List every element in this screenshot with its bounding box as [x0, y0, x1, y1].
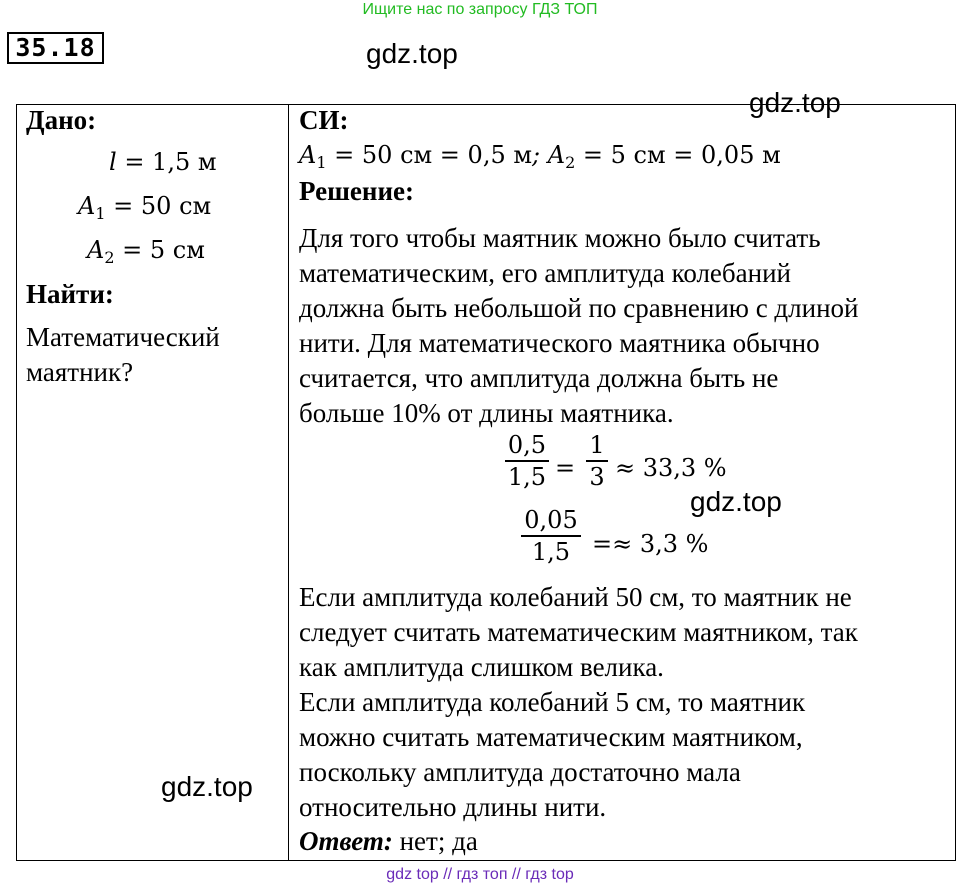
top-banner-link[interactable]: Ищите нас по запросу ГДЗ ТОП [362, 1, 598, 18]
formula-2-result: =≈ 3,3 % [592, 530, 709, 558]
given-title: Дано: [26, 105, 97, 135]
given-length: l = 1,5 м [109, 148, 217, 176]
given-amplitude-2: $A_2 = 5$ см [87, 236, 205, 267]
formula-1-result: ≈ 33,3 % [615, 454, 727, 482]
answer: Ответ: нет; да [299, 826, 478, 856]
find-title: Найти: [26, 279, 114, 309]
bottom-banner-link[interactable]: gdz top // гдз топ // гдз top [386, 866, 574, 883]
find-line-1: Математический [26, 322, 220, 352]
formula-1-fraction-a: 0,5 1,5 [505, 430, 549, 492]
solution-title: Решение: [299, 176, 414, 206]
solution-paragraph-2: Если амплитуда колебаний 50 см, то маятник не следует считать математическим маятником, так как амплитуда слишком велика. Если амплитуда колебаний 5 см, то маятник можно считать математическим маятником, поскольку амплитуда достаточно мала относительно длины нити. [299, 582, 858, 822]
given-amplitude-1: $A_1 = 50$ см [78, 192, 212, 223]
si-title: СИ: [299, 105, 349, 135]
find-line-2: маятник? [26, 357, 134, 387]
solution-paragraph-1: Для того чтобы маятник можно было считать математическим, его амплитуда колебаний должна быть небольшой по сравнению с длиной нити. Для математического маятника обычно считается, что амплитуда должна быть не больше 10% от длины маятника. [299, 223, 859, 428]
watermark: gdz.top [749, 87, 841, 118]
watermark: gdz.top [161, 771, 253, 802]
watermark: gdz.top [366, 38, 458, 69]
si-conversions: $A_1 = 50$ см = 0,5 м; $A_2 = 5$ см = 0,05 м [299, 141, 781, 172]
table-divider [288, 104, 289, 861]
watermark: gdz.top [690, 486, 782, 517]
formula-1-fraction-b: 1 3 [586, 430, 608, 492]
formula-2-fraction: 0,05 1,5 [521, 505, 581, 567]
task-number: 35.18 [7, 32, 104, 64]
formula-1-equals: = [555, 454, 576, 482]
